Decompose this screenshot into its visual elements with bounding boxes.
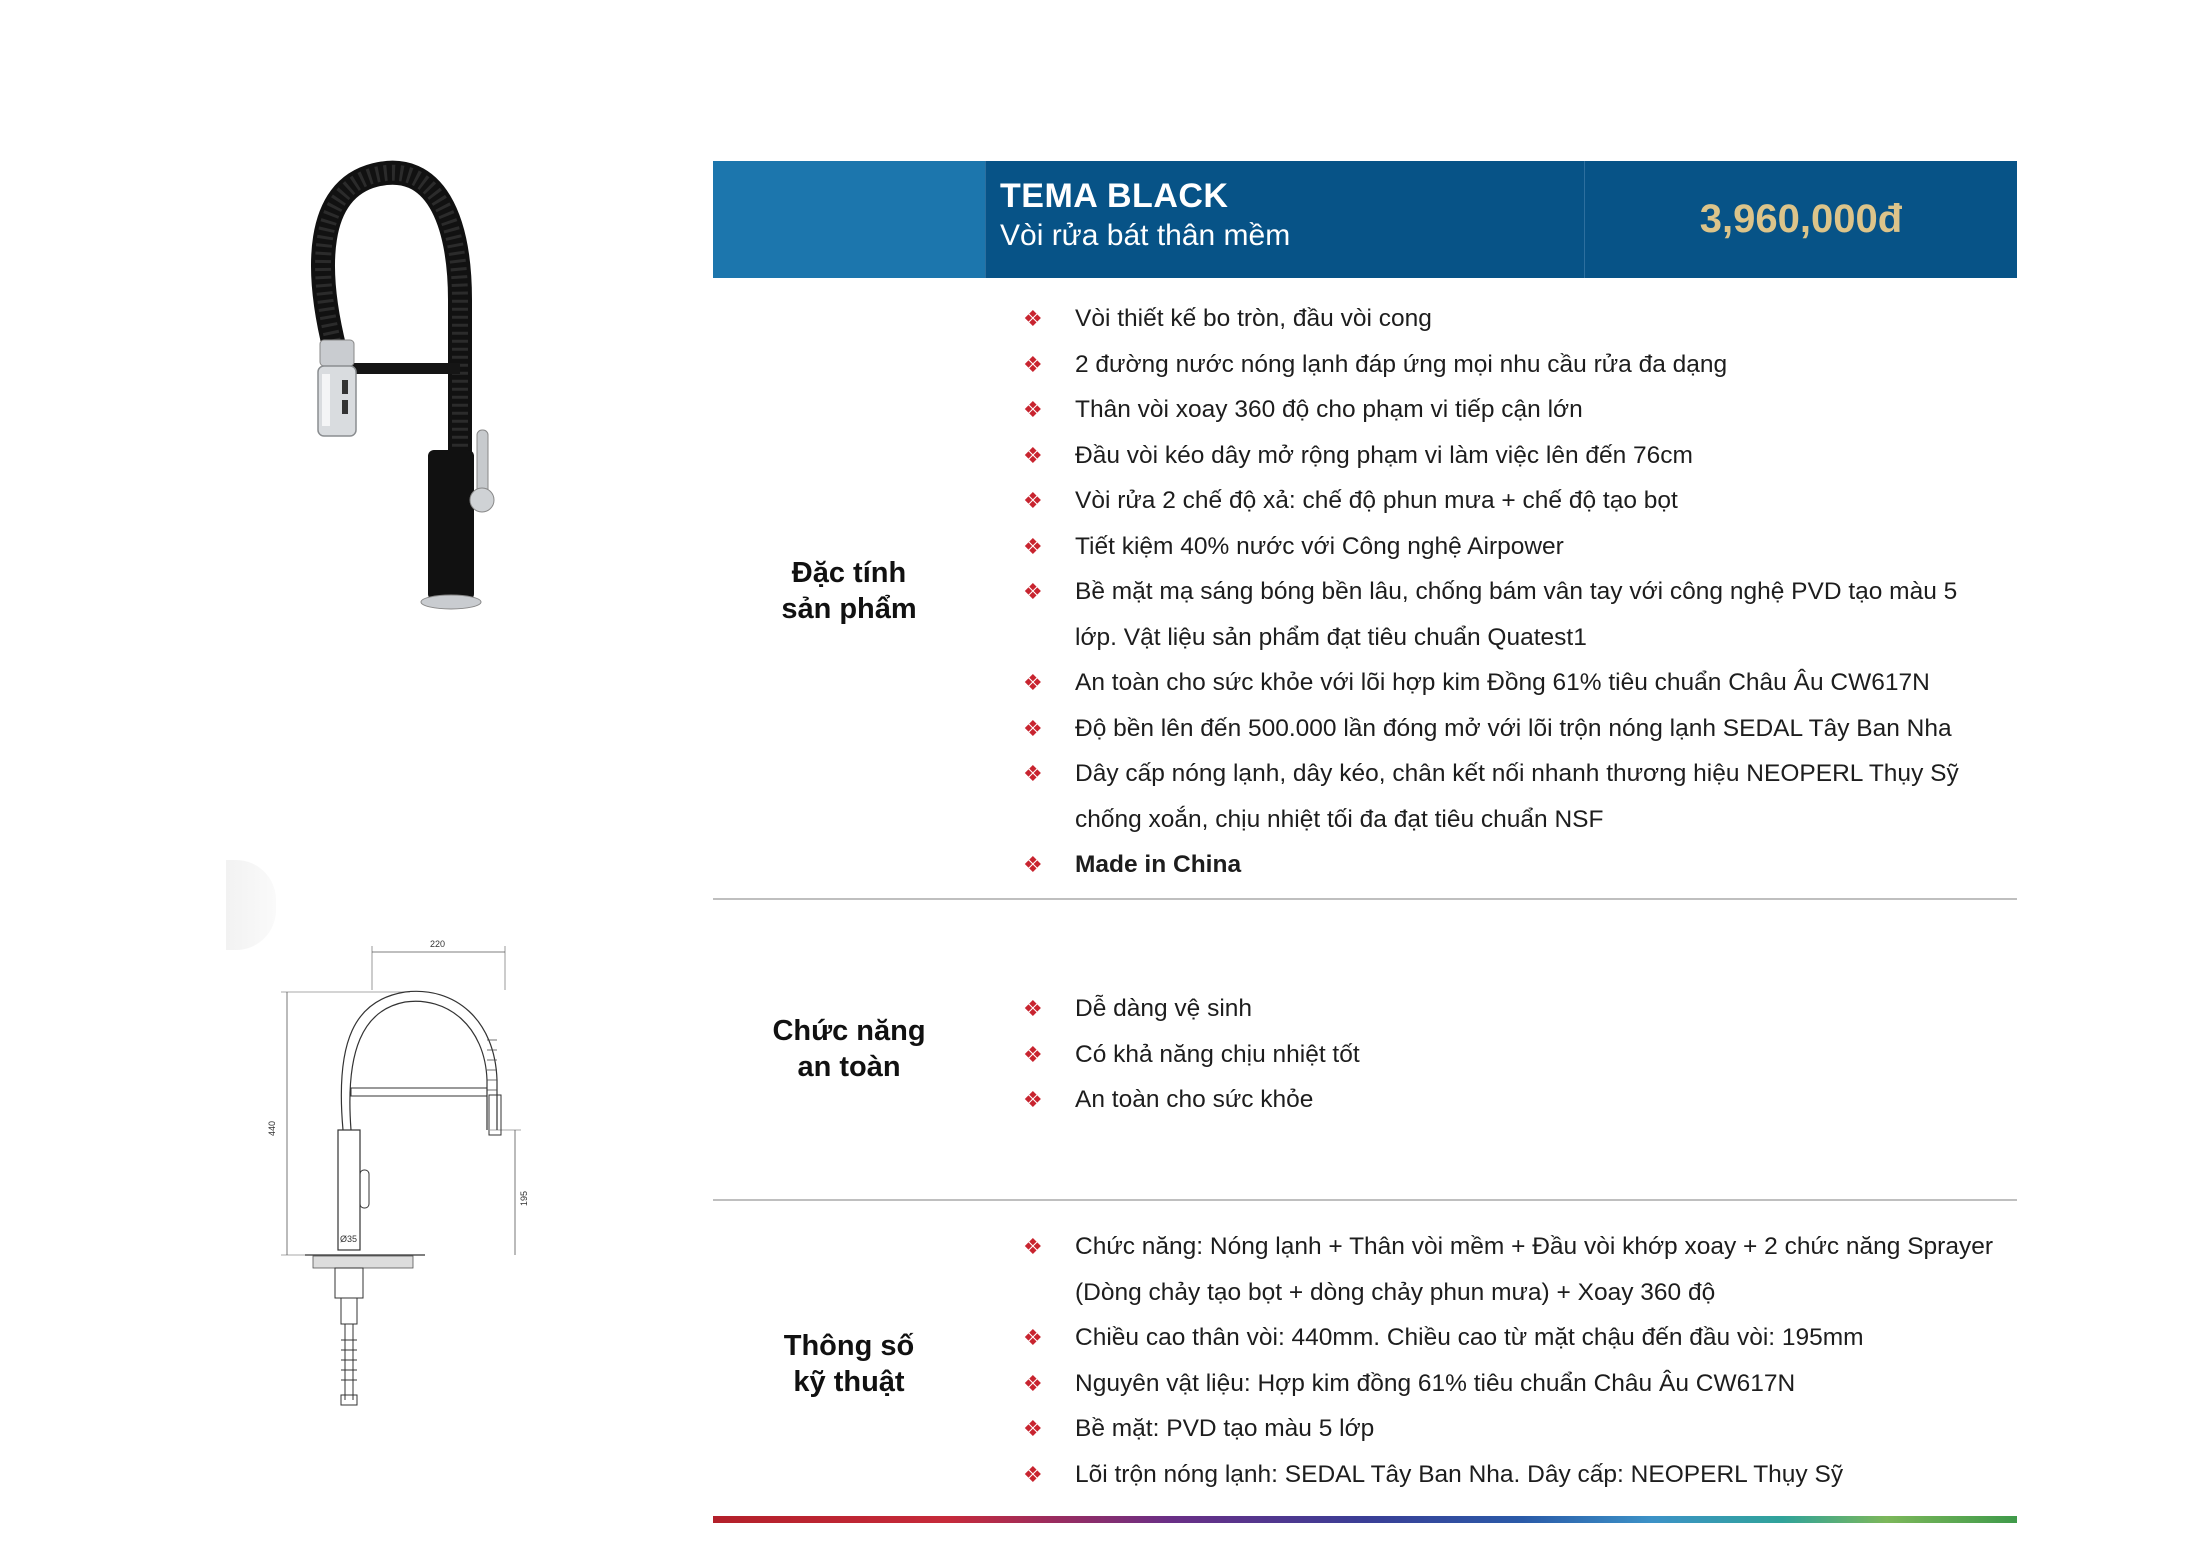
specs-list: [1013, 1224, 1997, 1497]
product-header: [713, 161, 2017, 278]
list-item-text: Thân vòi xoay 360 độ cho phạm vi tiếp cận lớn: [1075, 396, 1583, 423]
section-divider: [713, 1199, 2017, 1201]
list-item: [1013, 478, 1997, 524]
list-item-text: Dễ dàng vệ sinh: [1075, 995, 1253, 1022]
list-item-text: Lõi trộn nóng lạnh: SEDAL Tây Ban Nha. Dây cấp: NEOPERL Thụy Sỹ: [1075, 1460, 1844, 1488]
diamond-bullet-icon: ❖: [1023, 1325, 1043, 1350]
list-item-text: Chức năng: Nóng lạnh + Thân vòi mềm + Đầu vòi khớp xoay + 2 chức năng Sprayer (Dòng chảy tạo bọt + dòng chảy phun mưa) + Xoay 360 độ: [1075, 1233, 1993, 1306]
product-price: 3,960,000đ: [1699, 197, 1903, 241]
list-item: [1013, 1315, 1997, 1361]
specs-section: [713, 1224, 2017, 1504]
list-item: [1013, 706, 1997, 752]
diamond-bullet-icon: ❖: [1023, 306, 1043, 331]
list-item: [1013, 387, 1997, 433]
list-item-text: Độ bền lên đến 500.000 lần đóng mở với lõi trộn nóng lạnh SEDAL Tây Ban Nha: [1075, 714, 1952, 742]
diamond-bullet-icon: ❖: [1023, 442, 1043, 468]
diamond-bullet-icon: ❖: [1023, 670, 1043, 695]
diamond-bullet-icon: ❖: [1023, 1416, 1043, 1441]
diamond-bullet-icon: ❖: [1023, 1370, 1043, 1396]
diamond-bullet-icon: ❖: [1023, 351, 1043, 377]
drawing-spout-height-label: 195: [519, 1190, 529, 1206]
diamond-bullet-icon: ❖: [1023, 488, 1043, 513]
list-item-text: Vòi thiết kế bo tròn, đầu vòi cong: [1075, 305, 1432, 332]
diamond-bullet-icon: ❖: [1023, 852, 1043, 877]
list-item: [1013, 569, 1997, 660]
safety-label: Chức năng an toàn: [772, 1015, 926, 1083]
drawing-diameter-label: Ø35: [340, 1234, 358, 1244]
diamond-bullet-icon: ❖: [1023, 397, 1043, 422]
diamond-bullet-icon: ❖: [1023, 996, 1043, 1021]
list-item: [1013, 524, 1997, 570]
faucet-photo: [260, 150, 580, 620]
diamond-bullet-icon: ❖: [1023, 579, 1043, 604]
list-item: [1013, 660, 1997, 706]
safety-section: [713, 900, 2017, 1198]
list-item-text: Bề mặt: PVD tạo màu 5 lớp: [1075, 1415, 1375, 1442]
list-item: [1013, 342, 1997, 388]
list-item: [1013, 1077, 1997, 1123]
header-price-block: [1584, 161, 2017, 278]
specs-label: Thông số kỹ thuật: [783, 1330, 915, 1398]
list-item: [1013, 842, 1997, 888]
list-item-text: Dây cấp nóng lạnh, dây kéo, chân kết nối nhanh thương hiệu NEOPERL Thụy Sỹ chống xoắn, chịu nhiệt tối đa đạt tiêu chuẩn NSF: [1075, 760, 1959, 833]
list-item: [1013, 1032, 1997, 1078]
list-item-text: Chiều cao thân vòi: 440mm. Chiều cao từ mặt chậu đến đầu vòi: 195mm: [1075, 1324, 1864, 1351]
list-item: [1013, 1452, 1997, 1498]
list-item-text: Tiết kiệm 40% nước với Công nghệ Airpower: [1075, 532, 1564, 560]
diamond-bullet-icon: ❖: [1023, 533, 1043, 559]
list-item-text: An toàn cho sức khỏe với lõi hợp kim Đồng 61% tiêu chuẩn Châu Âu CW617N: [1075, 669, 1930, 696]
list-item-text: An toàn cho sức khỏe: [1075, 1086, 1314, 1113]
header-left-block: [713, 161, 985, 278]
footer-color-bar: [713, 1516, 2017, 1523]
diamond-bullet-icon: ❖: [1023, 1234, 1043, 1259]
list-item: [1013, 1361, 1997, 1407]
list-item-text: Đầu vòi kéo dây mở rộng phạm vi làm việc lên đến 76cm: [1075, 441, 1693, 469]
diamond-bullet-icon: ❖: [1023, 1087, 1043, 1112]
drawing-width-label: 220: [430, 939, 446, 949]
diamond-bullet-icon: ❖: [1023, 715, 1043, 741]
list-item-text: Nguyên vật liệu: Hợp kim đồng 61% tiêu chuẩn Châu Âu CW617N: [1075, 1369, 1796, 1397]
features-list: [1013, 296, 1997, 888]
diamond-bullet-icon: ❖: [1023, 761, 1043, 786]
list-item: [1013, 751, 1997, 842]
features-section: [713, 296, 2017, 886]
list-item: [1013, 1406, 1997, 1452]
product-subtitle: Vòi rửa bát thân mềm: [1000, 219, 1291, 252]
header-title-block: [985, 161, 1584, 278]
drawing-height-label: 440: [267, 1120, 277, 1136]
list-item-text: Bề mặt mạ sáng bóng bền lâu, chống bám vân tay với công nghệ PVD tạo màu 5 lớp. Vật liệu sản phẩm đạt tiêu chuẩn Quatest1: [1075, 578, 1958, 651]
list-item-text: Vòi rửa 2 chế độ xả: chế độ phun mưa + chế độ tạo bọt: [1075, 487, 1678, 514]
safety-list: [1013, 986, 1997, 1123]
product-name: TEMA BLACK: [1000, 177, 1229, 215]
list-item: [1013, 1224, 1997, 1315]
list-item-text: Made in China: [1075, 851, 1242, 878]
list-item: [1013, 433, 1997, 479]
diamond-bullet-icon: ❖: [1023, 1041, 1043, 1067]
list-item: [1013, 986, 1997, 1032]
list-item-text: Có khả năng chịu nhiệt tốt: [1075, 1040, 1360, 1068]
list-item: [1013, 296, 1997, 342]
list-item-text: 2 đường nước nóng lạnh đáp ứng mọi nhu cầu rửa đa dạng: [1075, 350, 1728, 378]
features-label: Đặc tính sản phẩm: [781, 557, 917, 625]
diamond-bullet-icon: ❖: [1023, 1461, 1043, 1487]
faucet-technical-drawing: [265, 930, 545, 1410]
